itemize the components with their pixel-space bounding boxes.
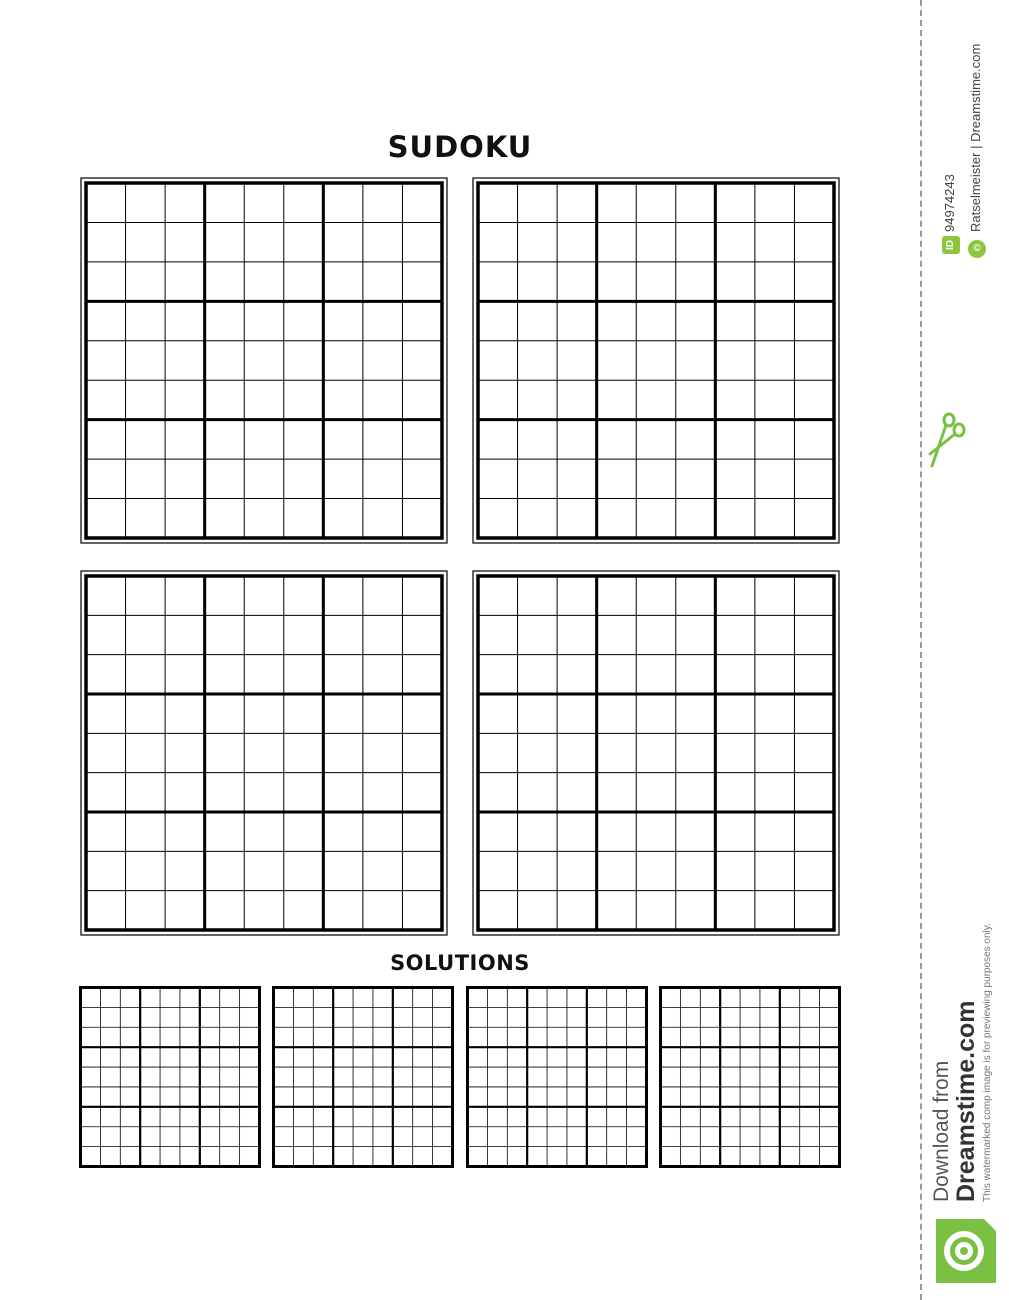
solution-grid <box>272 986 454 1168</box>
puzzle-grid <box>472 177 840 544</box>
grid-border <box>81 988 260 1167</box>
image-id: 94974243 <box>942 174 957 232</box>
puzzle-grid <box>472 570 840 936</box>
grid-border <box>86 183 442 538</box>
scissors-icon <box>926 410 966 472</box>
grid-border <box>468 988 647 1167</box>
page-title: SUDOKU <box>387 130 533 164</box>
grid-border <box>661 988 840 1167</box>
solution-grid <box>79 986 261 1168</box>
solutions-heading: SOLUTIONS <box>390 951 530 975</box>
solution-grid <box>466 986 648 1168</box>
id-badge: ID <box>942 236 960 254</box>
puzzle-grid <box>80 177 448 544</box>
grid-outer-frame <box>473 571 839 935</box>
copyright-badge: © <box>968 240 986 258</box>
stock-sidebar <box>920 0 1009 1300</box>
grid-border <box>478 183 834 538</box>
grid-border <box>274 988 453 1167</box>
grid-outer-frame <box>473 178 839 543</box>
grid-outer-frame <box>81 571 447 935</box>
puzzle-grid <box>80 570 448 936</box>
grid-outer-frame <box>81 178 447 543</box>
disclaimer-text: This watermarked comp image is for previewing purposes only. <box>982 923 993 1202</box>
solution-grid <box>659 986 841 1168</box>
grid-border <box>478 576 834 930</box>
author-credit: Ratselmeister | Dreamstime.com <box>968 43 983 232</box>
grid-border <box>86 576 442 930</box>
brand-name: Dreamstime.com <box>952 1000 980 1202</box>
download-label: Download from <box>930 1060 953 1202</box>
dreamstime-logo-icon <box>936 1213 996 1283</box>
